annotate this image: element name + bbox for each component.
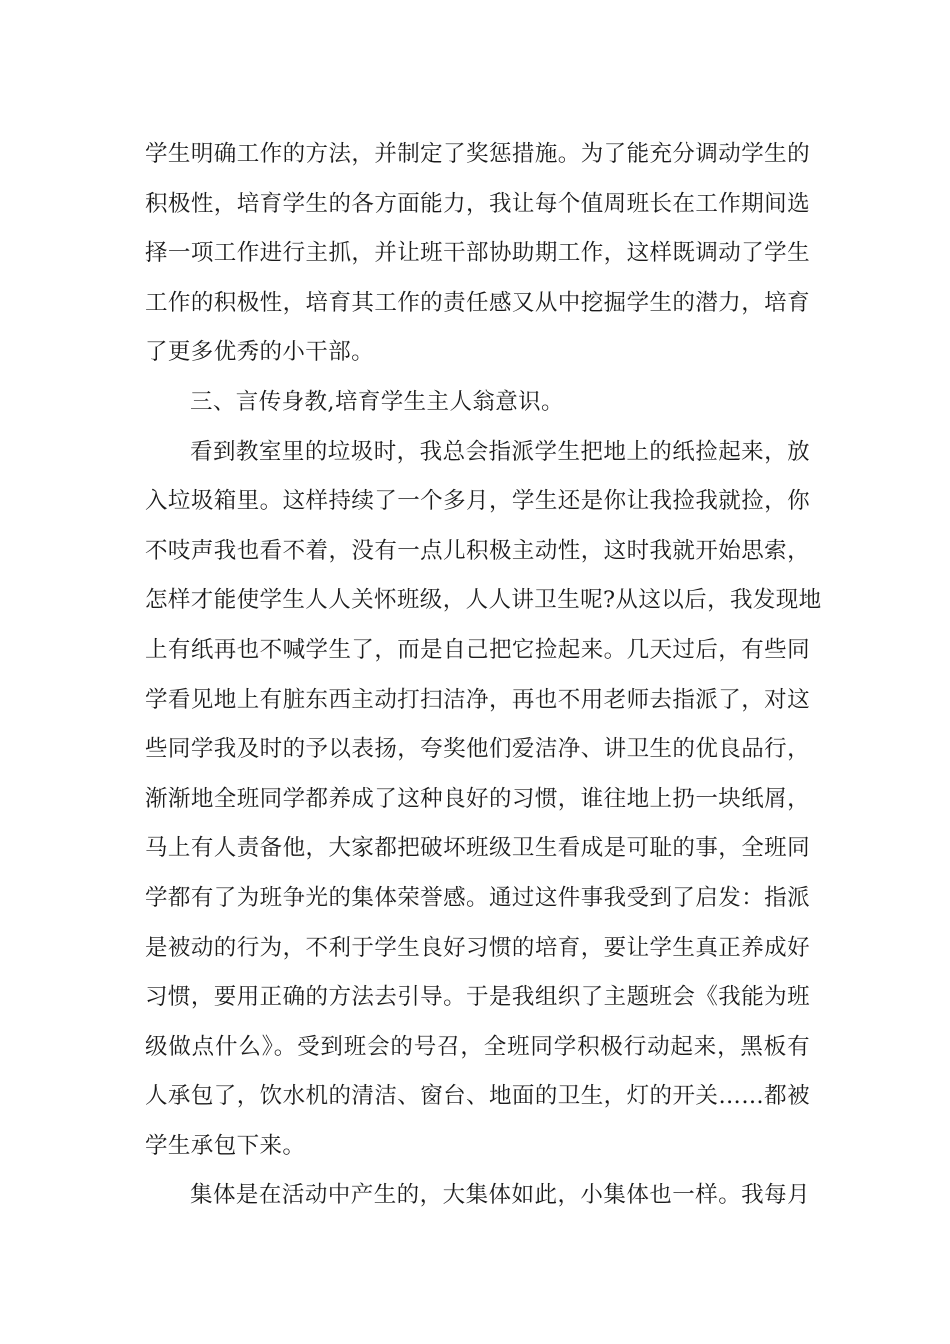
- paragraph-3-line-4: 怎样才能使学生人人关怀班级，人人讲卫生呢?从这以后，我发现地: [145, 587, 822, 614]
- paragraph-1-line-1: 学生明确工作的方法，并制定了奖惩措施。为了能充分调动学生的: [145, 141, 810, 167]
- paragraph-3-line-6: 学看见地上有脏东西主动打扫洁净，再也不用老师去指派了，对这: [145, 686, 810, 713]
- paragraph-1-line-3: 择一项工作进行主抓，并让班干部协助期工作，这样既调动了学生: [145, 240, 810, 267]
- paragraph-3-line-10: 学都有了为班争光的集体荣誉感。通过这件事我受到了启发：指派: [145, 884, 810, 911]
- paragraph-3-line-9: 马上有人责备他，大家都把破坏班级卫生看成是可耻的事，全班同: [145, 835, 810, 862]
- paragraph-3-line-13: 级做点什么》。受到班会的号召，全班同学积极行动起来，黑板有: [145, 1033, 810, 1060]
- paragraph-3-line-5: 上有纸再也不喊学生了，而是自己把它捡起来。几天过后，有些同: [145, 636, 810, 663]
- paragraph-1-line-4: 工作的积极性，培育其工作的责任感又从中挖掘学生的潜力，培育: [145, 289, 810, 316]
- paragraph-3-line-7: 些同学我及时的予以表扬，夸奖他们爱洁净、讲卫生的优良品行，: [145, 736, 810, 763]
- paragraph-3-line-15: 学生承包下来。: [145, 1132, 306, 1159]
- paragraph-3-line-2: 入垃圾箱里。这样持续了一个多月，学生还是你让我捡我就捡，你: [145, 488, 810, 515]
- paragraph-1-line-2: 积极性，培育学生的各方面能力，我让每个值周班长在工作期间选: [145, 190, 810, 217]
- paragraph-3-line-14: 人承包了，饮水机的清洁、窗台、地面的卫生，灯的开关……都被: [145, 1083, 810, 1110]
- paragraph-3-line-8: 渐渐地全班同学都养成了这种良好的习惯，谁往地上扔一块纸屑，: [145, 785, 810, 812]
- paragraph-4-line-1: 集体是在活动中产生的，大集体如此，小集体也一样。我每月: [190, 1182, 810, 1209]
- document-body: [145, 130, 822, 1221]
- paragraph-3-line-1: 看到教室里的垃圾时，我总会指派学生把地上的纸捡起来，放: [190, 438, 810, 465]
- paragraph-3-line-3: 不吱声我也看不着，没有一点儿积极主动性，这时我就开始思索，: [145, 537, 810, 564]
- paragraph-3-line-11: 是被动的行为，不利于学生良好习惯的培育，要让学生真正养成好: [145, 934, 810, 961]
- paragraph-3-line-12: 习惯，要用正确的方法去引导。于是我组织了主题班会《我能为班: [145, 984, 810, 1011]
- paragraph-1-line-5: 了更多优秀的小干部。: [145, 339, 375, 366]
- section-heading-3: 三、言传身教,培育学生主人翁意识。: [190, 388, 564, 415]
